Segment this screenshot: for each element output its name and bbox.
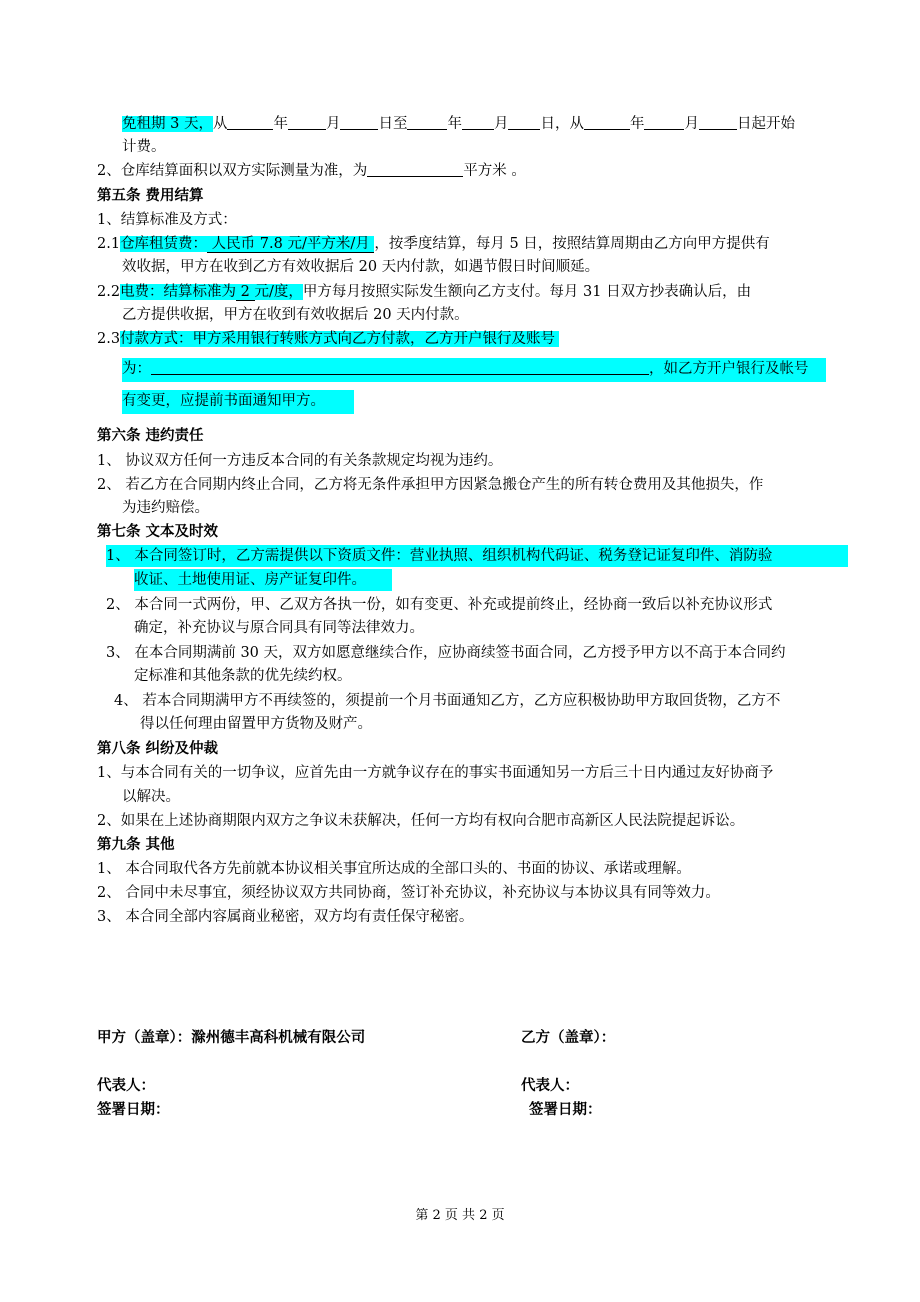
electricity-value: 2 bbox=[236, 284, 255, 300]
article-5-standard: 1、结算标准及方式： bbox=[97, 212, 237, 228]
area-line: 2、仓库结算面积以双方实际测量为准，为 平方米 。 bbox=[97, 160, 526, 182]
blank bbox=[288, 113, 326, 130]
article-7-title: 第七条 文本及时效 bbox=[97, 523, 219, 540]
article-9-item-1: 1、 本合同取代各方先前就本协议相关事宜所达成的全部口头的、书面的协议、承诺或理解。 bbox=[97, 861, 691, 877]
free-rent-line: 免租期 3 天，从 年 月 日至 年 月 日，从 年 月 日起开始 bbox=[122, 113, 795, 135]
blank bbox=[699, 113, 737, 130]
blank bbox=[644, 113, 684, 130]
free-rent-cont: 计费。 bbox=[122, 139, 166, 155]
blank bbox=[340, 113, 378, 130]
article-7-item-4-cont: 得以任何理由留置甲方货物及财产。 bbox=[140, 716, 372, 732]
rent-label: 仓库租赁费： 人民币 7.8 元/平方米/月 bbox=[120, 236, 375, 252]
clause-2-2: 2.2电费：结算标准为 2 元/度，甲方每月按照实际发生额向乙方支付。每月 31 日双方抄表确认后，由 bbox=[97, 284, 752, 300]
account-blank bbox=[151, 358, 649, 375]
clause-2-2-cont: 乙方提供收据，甲方在收到有效收据后 20 天内付款。 bbox=[122, 307, 469, 323]
clause-2-1: 2.1仓库租赁费： 人民币 7.8 元/平方米/月 ，按季度结算，每月 5 日，按照结算周期由乙方向甲方提供有 bbox=[97, 236, 770, 252]
free-rent-label: 免租期 3 天， bbox=[122, 116, 213, 132]
article-7-item-2: 2、 本合同一式两份，甲、乙双方各执一份，如有变更、补充或提前终止，经协商一致后以补充协议形式 bbox=[106, 597, 773, 613]
blank bbox=[462, 113, 494, 130]
article-7-item-4: 4、 若本合同期满甲方不再续签的，须提前一个月书面通知乙方，乙方应积极协助甲方取回货物，乙方不 bbox=[114, 693, 781, 709]
article-7-item-2-cont: 确定，补充协议与原合同具有同等法律效力。 bbox=[134, 620, 424, 636]
article-5-title: 第五条 费用结算 bbox=[97, 187, 204, 204]
article-9-title: 第九条 其他 bbox=[97, 836, 175, 853]
article-6-title: 第六条 违约责任 bbox=[97, 427, 204, 444]
party-b-seal: 乙方（盖章）： bbox=[521, 1029, 616, 1046]
article-9-item-3: 3、 本合同全部内容属商业秘密，双方均有责任保守秘密。 bbox=[97, 909, 474, 925]
blank bbox=[584, 113, 630, 130]
clause-2-3: 2.3付款方式：甲方采用银行转账方式向乙方付款，乙方开户银行及账号 bbox=[97, 328, 559, 350]
blank bbox=[227, 113, 273, 130]
party-a-seal: 甲方（盖章）：滁州德丰高科机械有限公司 bbox=[97, 1029, 366, 1046]
blank bbox=[508, 113, 540, 130]
rent-value: 人民币 7.8 元/平方米/月 bbox=[207, 236, 375, 252]
article-7-item-1-cont: 收证、土地使用证、房产证复印件。 bbox=[134, 569, 392, 591]
party-a-sign-date: 签署日期： bbox=[97, 1101, 170, 1118]
article-6-item-1: 1、 协议双方任何一方违反本合同的有关条款规定均视为违约。 bbox=[97, 453, 503, 469]
clause-2-3-change: 有变更，应提前书面通知甲方。 bbox=[122, 390, 354, 414]
blank bbox=[407, 113, 447, 130]
article-8-item-1: 1、与本合同有关的一切争议，应首先由一方就争议存在的事实书面通知另一方后三十日内通过友好协商予 bbox=[97, 765, 774, 781]
party-b-sign-date: 签署日期： bbox=[529, 1101, 602, 1118]
blank bbox=[367, 160, 463, 177]
party-b-representative: 代表人： bbox=[521, 1077, 579, 1094]
page-footer: 第 2 页 共 2 页 bbox=[415, 1208, 505, 1223]
party-a-representative: 代表人： bbox=[97, 1077, 155, 1094]
article-7-item-1: 1、 本合同签订时，乙方需提供以下资质文件：营业执照、组织机构代码证、税务登记证复印件、消防验 bbox=[106, 545, 848, 567]
article-9-item-2: 2、 合同中未尽事宜，须经协议双方共同协商，签订补充协议，补充协议与本协议具有同等效力。 bbox=[97, 885, 720, 901]
payment-method: 付款方式：甲方采用银行转账方式向乙方付款，乙方开户银行及账号 bbox=[120, 331, 559, 347]
article-8-item-2: 2、如果在上述协商期限内双方之争议未获解决，任何一方均有权向合肥市高新区人民法院提起诉讼。 bbox=[97, 813, 745, 829]
clause-2-1-cont: 效收据，甲方在收到乙方有效收据后 20 天内付款，如遇节假日时间顺延。 bbox=[122, 259, 600, 275]
article-8-title: 第八条 纠纷及仲裁 bbox=[97, 740, 219, 757]
article-7-item-3: 3、 在本合同期满前 30 天，双方如愿意继续合作，应协商续签书面合同，乙方授予甲方以不高于本合同约 bbox=[106, 645, 786, 661]
article-8-item-1-cont: 以解决。 bbox=[122, 789, 180, 805]
clause-2-3-account: 为： ，如乙方开户银行及帐号 bbox=[122, 358, 826, 382]
article-6-item-2: 2、 若乙方在合同期内终止合同，乙方将无条件承担甲方因紧急搬仓产生的所有转仓费用及其他损失，作 bbox=[97, 477, 764, 493]
article-6-item-2-cont: 为违约赔偿。 bbox=[122, 500, 209, 516]
article-7-item-3-cont: 定标准和其他条款的优先续约权。 bbox=[134, 668, 352, 684]
electricity-label: 电费：结算标准为 2 元/度， bbox=[120, 284, 303, 300]
